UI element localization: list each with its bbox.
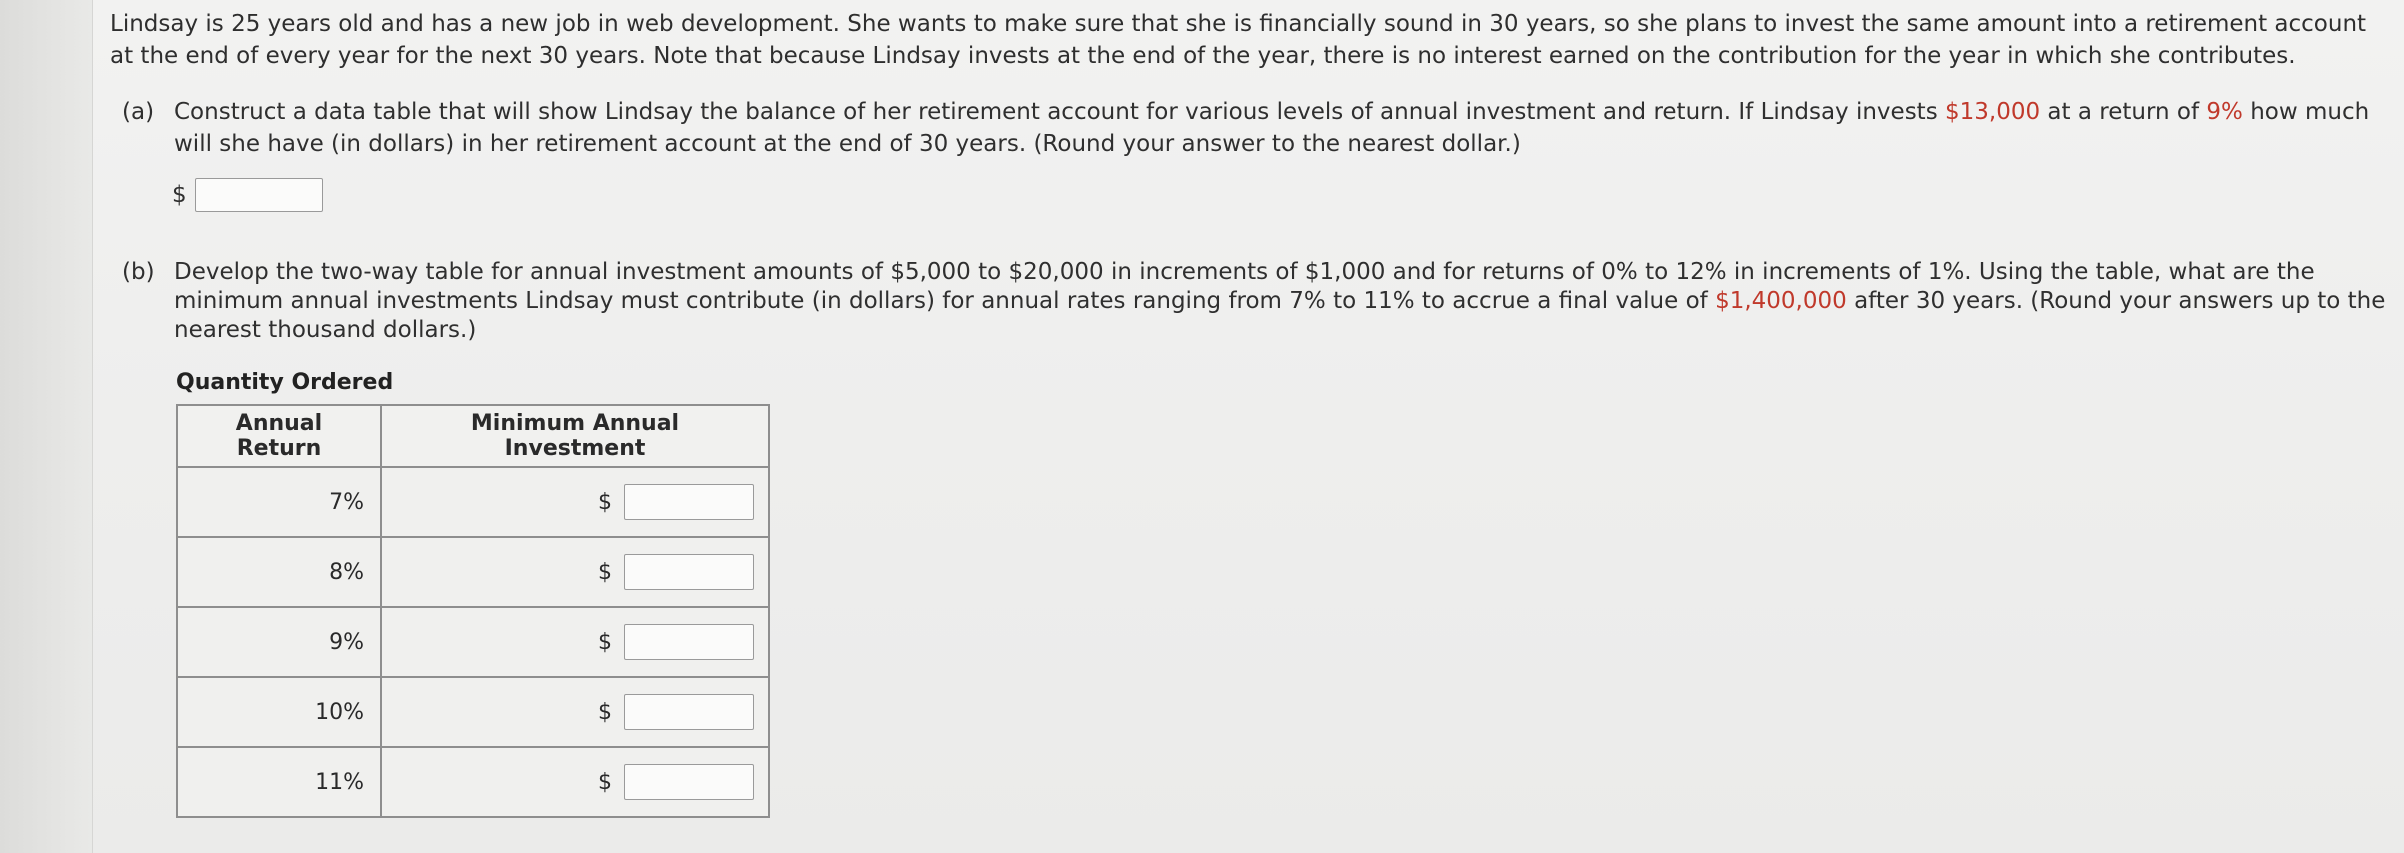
table-row <box>177 747 769 817</box>
header-annual-return: Annual Return <box>177 405 381 467</box>
currency-sign: $ <box>172 182 187 208</box>
annual-return-cell: 9% <box>177 607 381 677</box>
investment-cell <box>381 467 769 537</box>
part-a-answer-row <box>172 178 323 212</box>
table-header-row <box>177 405 769 467</box>
part-b <box>122 258 2392 345</box>
part-a <box>122 96 2392 208</box>
part-a-rate: 9% <box>2206 99 2243 125</box>
currency-sign: $ <box>598 629 612 655</box>
part-b-text-1: Develop the two-way table for annual investment amounts of $5,000 to $20,000 in increments of $1,000 and for returns of 0% to 12% in increments of 1%. Using the table, what are the minimum annual investments Lindsay must contribute (in dollars) for annual rates ranging from 7% to 11% to accrue a final value of <box>174 259 2315 314</box>
currency-sign: $ <box>598 699 612 725</box>
part-a-answer-input[interactable] <box>195 178 323 212</box>
investment-input-10pct[interactable] <box>624 694 754 730</box>
investment-field-wrap <box>598 484 754 520</box>
table-row <box>177 607 769 677</box>
investment-input-8pct[interactable] <box>624 554 754 590</box>
investment-cell <box>381 607 769 677</box>
part-a-label: (a) <box>122 99 155 125</box>
table-row <box>177 677 769 747</box>
part-a-text-1: Construct a data table that will show Lindsay the balance of her retirement account for various levels of annual investment and return. If Lindsay invests <box>174 99 1945 125</box>
part-b-target: $1,400,000 <box>1715 288 1847 314</box>
header-minimum-investment: Minimum Annual Investment <box>381 405 769 467</box>
part-b-question <box>174 258 2392 345</box>
investment-cell <box>381 537 769 607</box>
part-b-label: (b) <box>122 259 155 285</box>
investment-input-11pct[interactable] <box>624 764 754 800</box>
table-row <box>177 537 769 607</box>
part-a-question <box>174 96 2392 160</box>
part-a-text-3: how much will she have (in dollars) in her retirement account at the end of 30 years. (Round your answer to the nearest dollar.) <box>174 99 2370 157</box>
table-row <box>177 467 769 537</box>
investment-cell <box>381 747 769 817</box>
part-a-text-2: at a return of <box>2040 99 2207 125</box>
table-title: Quantity Ordered <box>176 370 394 395</box>
currency-sign: $ <box>598 769 612 795</box>
investment-field-wrap <box>598 554 754 590</box>
investment-field-wrap <box>598 624 754 660</box>
investment-field-wrap <box>598 764 754 800</box>
part-a-amount: $13,000 <box>1945 99 2041 125</box>
investment-table <box>176 404 770 818</box>
investment-cell <box>381 677 769 747</box>
currency-sign: $ <box>598 489 612 515</box>
investment-input-9pct[interactable] <box>624 624 754 660</box>
currency-sign: $ <box>598 559 612 585</box>
annual-return-cell: 7% <box>177 467 381 537</box>
investment-input-7pct[interactable] <box>624 484 754 520</box>
annual-return-cell: 11% <box>177 747 381 817</box>
annual-return-cell: 10% <box>177 677 381 747</box>
annual-return-cell: 8% <box>177 537 381 607</box>
investment-field-wrap <box>598 694 754 730</box>
problem-intro: Lindsay is 25 years old and has a new job in web development. She wants to make sure that she is financially sound in 30 years, so she plans to invest the same amount into a retirement account at the end of every year for the next 30 years. Note that because Lindsay invests at the end of the year, there is no interest earned on the contribution for the year in which she contributes. <box>110 11 2367 69</box>
part-b-text-2: after 30 years. (Round your answers up to the nearest thousand dollars.) <box>174 288 2386 343</box>
